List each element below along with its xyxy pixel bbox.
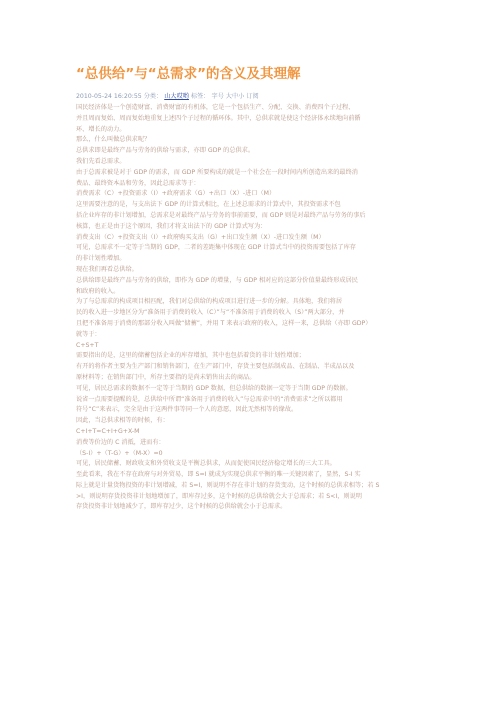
body-line: 消费支出（C）+投资支出（I）+政府购买支出（G）+出口发生额（X）-进口发生额（M） — [76, 233, 325, 241]
body-line: 存货投资非计划地减少了，即库存过少，这个时候的总供给就会小于总需求。 — [76, 503, 287, 511]
body-line: 核算，也正是由于这个原因，我们才将支出法下的 GDP 计算式写为： — [76, 222, 267, 230]
tags-label: 标签： — [190, 93, 210, 100]
body-line: 国民经济体是一个创造财富、消费财富的有机体，它是一个包括生产、分配、交换、消费四个子过程、 — [76, 104, 355, 111]
body-line: 现在我们再看总供给。 — [76, 265, 138, 273]
body-line: 际上就是计量货物投资的非计划增减，若 S=I，则说明不存在非计划的存货变动，这个时候的总供求相等；若 S — [76, 481, 380, 489]
category-label: 分类： — [143, 93, 163, 100]
post-date: 2010-05-24 16:20:55 — [76, 93, 142, 100]
body-line: >I，则说明存货投资非计划地增加了，即库存过多，这个时候的总供给就会大于总需求；若 S<I，则说明 — [76, 492, 362, 500]
body-line: 环、增长的动力。 — [76, 125, 126, 133]
body-line: 因此，当总供求相等的时候，有： — [76, 417, 169, 425]
body-line: 总供给即是最终产品与劳务的供给，即作为 GDP 的增量，与 GDP 相对应的这部分价值量最终形成居民 — [76, 276, 358, 284]
body-line: 这里需要注意的是，与支出法下 GDP 的计算式相比，在上述总需求的计算式中，其投资需求不包 — [76, 201, 341, 209]
body-line: 可见，居民总需求的数据不一定等于当期的 GDP 数据，但总供给的数据一定等于当期 GDP 的数据。 — [76, 384, 352, 392]
author-link[interactable]: 山大哎哟 — [164, 93, 189, 100]
body-line: 和政府的收入。 — [76, 287, 120, 295]
body-line: （S-I）+（T-G）+（M-X）=0 — [76, 449, 163, 457]
body-line: C+S+T — [76, 341, 99, 349]
body-line: 消费等价边的 C 消抵，进而有： — [76, 438, 165, 446]
body-line: 为了与总需求的构成项目相匹配，我们对总供给的构成项目进行进一步的分解。具体地，我们将居 — [76, 298, 343, 306]
body-line: 并且周而复始、周而复始地重复上述四个子过程的循环体。其中，总供求就是使这个经济体永续地向前循 — [76, 114, 361, 122]
body-line: 可见，总需求不一定等于当期的 GDP，二者的差距集中体现在 GDP 计算式当中的投资需要包括了库存 — [76, 244, 356, 252]
article-title: “总供给”与“总需求”的含义及其理解 — [76, 66, 301, 82]
body-line: 的非计划性增加。 — [76, 255, 126, 263]
font-size-controls[interactable]: 字号 大中小 订阅 — [211, 93, 259, 100]
body-line: 说省一点需要提醒的是，总供给中所谓“准备用于消费的收入”与总需求中的“消费需求”之所以都用 — [76, 395, 343, 403]
body-line: 我们先看总需求。 — [76, 157, 126, 165]
body-line: C+I+T=C+I+G+X-M — [76, 427, 140, 435]
article-body — [76, 103, 432, 513]
body-line: 括企业库存的非计划增加，总需求是对最终产品与劳务的事前需要，而 GDP 则是对最终产品与劳务的事后 — [76, 211, 366, 219]
body-line: 那么，什么叫做总供求呢？ — [76, 136, 151, 144]
body-line: 费品、最终资本品和劳务，因此总需求等于： — [76, 179, 200, 187]
body-line: 需要指出的是，这里的储蓄包括企业的库存增加，其中也包括着货的非计划性增加； — [76, 352, 305, 360]
article-meta — [76, 91, 436, 100]
body-line: 有开的将作者主要为生产部门和销售部门，在生产部门中，存货主要包括制成品、在制品、半成品以及 — [76, 363, 355, 371]
body-line: 可见，居民储蓄、财政收支和外贸收支是平衡总供求，从而促使国民经济稳定增长的三大工具。 — [76, 460, 336, 468]
body-line: 且把不准备用于消费的那部分收入叫做“储蓄”，并用 T 来表示政府的收入，这样一来，总供给（亦即 GDP） — [76, 319, 372, 327]
body-line: 消费需求（C）+投资需求（I）+政府需求（G）+出口（X）-进口（M） — [76, 190, 276, 198]
body-line: 由于总需求被是对于 GDP 的需求，而 GDP 所要构成的就是一个社会在一段时间内所创造出来的最终消 — [76, 168, 358, 176]
body-line: 民的收入进一步地区分为“准备用于消费的收入（C）”与“不准备用于消费的收入（S）”两大部分，并 — [76, 309, 345, 317]
body-line: 至此看来，我在不存在政府与对外贸易，即 S=I 就成为实现总供求平衡的唯一关键因素了，显然，S-I 实 — [76, 471, 361, 479]
body-line: 原材料等；在销售部门中，所存主要指的是尚未销售出去的商品。 — [76, 373, 256, 381]
body-line: 符号“C”来表示，完全是由于这两件事等同一个人的意愿，因此无然相等的缘故。 — [76, 406, 298, 414]
body-line: 就等于： — [76, 330, 101, 338]
body-line: 总供求即是最终产品与劳务的供给与需求，亦即 GDP 的总供求。 — [76, 147, 255, 155]
